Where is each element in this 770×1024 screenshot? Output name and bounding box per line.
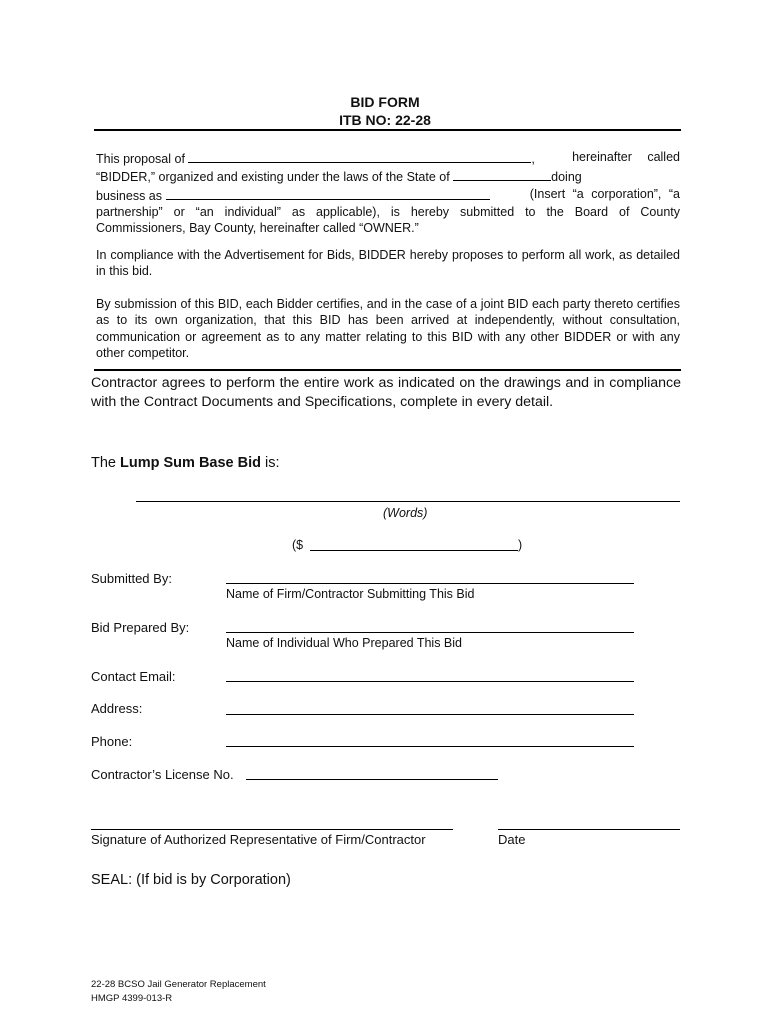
partnership-line: partnership” or “an individual” as applicable), is hereby submitted to the Board of County bbox=[96, 204, 680, 219]
date-line[interactable] bbox=[498, 829, 680, 830]
license-line[interactable] bbox=[246, 779, 498, 780]
business-as-text: business as bbox=[96, 188, 163, 203]
proposal-paragraph bbox=[96, 149, 680, 236]
seal-text: SEAL: (If bid is by Corporation) bbox=[91, 872, 291, 888]
phone-label: Phone: bbox=[91, 734, 133, 749]
lump-sum-prefix: The bbox=[91, 455, 121, 471]
dollar-close: ) bbox=[518, 538, 523, 552]
prepared-by-caption: Name of Individual Who Prepared This Bid bbox=[226, 636, 462, 650]
lump-sum-bold: Lump Sum Base Bid bbox=[120, 455, 262, 471]
phone-line[interactable] bbox=[226, 746, 634, 747]
prepared-by-line[interactable] bbox=[226, 632, 634, 633]
business-as-blank[interactable] bbox=[166, 186, 490, 200]
signature-caption: Signature of Authorized Representative of Firm/Contractor bbox=[91, 832, 426, 847]
state-blank[interactable] bbox=[453, 167, 551, 181]
form-title: BID FORM bbox=[350, 94, 420, 110]
bidder-organized-text: “BIDDER,” organized and existing under the laws of the State of bbox=[96, 170, 450, 185]
words-caption: (Words) bbox=[383, 506, 428, 520]
proposer-name-blank[interactable] bbox=[188, 149, 531, 163]
section-rule bbox=[94, 369, 681, 371]
submitted-by-label: Submitted By: bbox=[91, 571, 172, 586]
lump-sum-heading bbox=[91, 455, 280, 471]
proposal-label: This proposal of bbox=[96, 152, 185, 166]
dollar-amount-line[interactable] bbox=[310, 550, 518, 551]
submitted-by-line[interactable] bbox=[226, 583, 634, 584]
contact-email-line[interactable] bbox=[226, 681, 634, 682]
prepared-by-label: Bid Prepared By: bbox=[91, 620, 190, 635]
submitted-by-caption: Name of Firm/Contractor Submitting This Bid bbox=[226, 587, 475, 601]
header-rule bbox=[94, 129, 681, 131]
words-line[interactable] bbox=[136, 501, 680, 502]
commissioners-line: Commissioners, Bay County, hereinafter called “OWNER.” bbox=[96, 221, 419, 236]
insert-corporation-text: (Insert “a corporation”, “a bbox=[529, 186, 680, 201]
dollar-open: ($ bbox=[292, 538, 304, 552]
contact-email-label: Contact Email: bbox=[91, 669, 176, 684]
itb-number: ITB NO: 22-28 bbox=[339, 112, 431, 128]
agreement-paragraph: Contractor agrees to perform the entire work as indicated on the drawings and in compliance with the Contract Documents and Specifications, complete in every detail. bbox=[91, 375, 681, 410]
comma: , bbox=[531, 152, 535, 166]
footer-grant-number: HMGP 4399-013-R bbox=[91, 993, 173, 1004]
compliance-paragraph: In compliance with the Advertisement for Bids, BIDDER hereby proposes to perform all work, as detailed in this bid. bbox=[96, 248, 680, 279]
doing-text: doing bbox=[551, 170, 582, 185]
signature-line[interactable] bbox=[91, 829, 453, 830]
license-label: Contractor’s License No. bbox=[91, 767, 234, 782]
hereinafter-called: hereinafter called bbox=[572, 150, 680, 164]
address-label: Address: bbox=[91, 701, 143, 716]
date-caption: Date bbox=[498, 832, 526, 847]
address-line[interactable] bbox=[226, 714, 634, 715]
lump-sum-suffix: is: bbox=[261, 455, 280, 471]
certification-paragraph: By submission of this BID, each Bidder certifies, and in the case of a joint BID each party thereto certifies as to its own organization, that this BID has been arrived at independently, without consultation, communication or agreement as to any matter relating to this BID with any other BIDDER or with any other competitor. bbox=[96, 297, 680, 360]
footer-project: 22-28 BCSO Jail Generator Replacement bbox=[91, 979, 266, 990]
